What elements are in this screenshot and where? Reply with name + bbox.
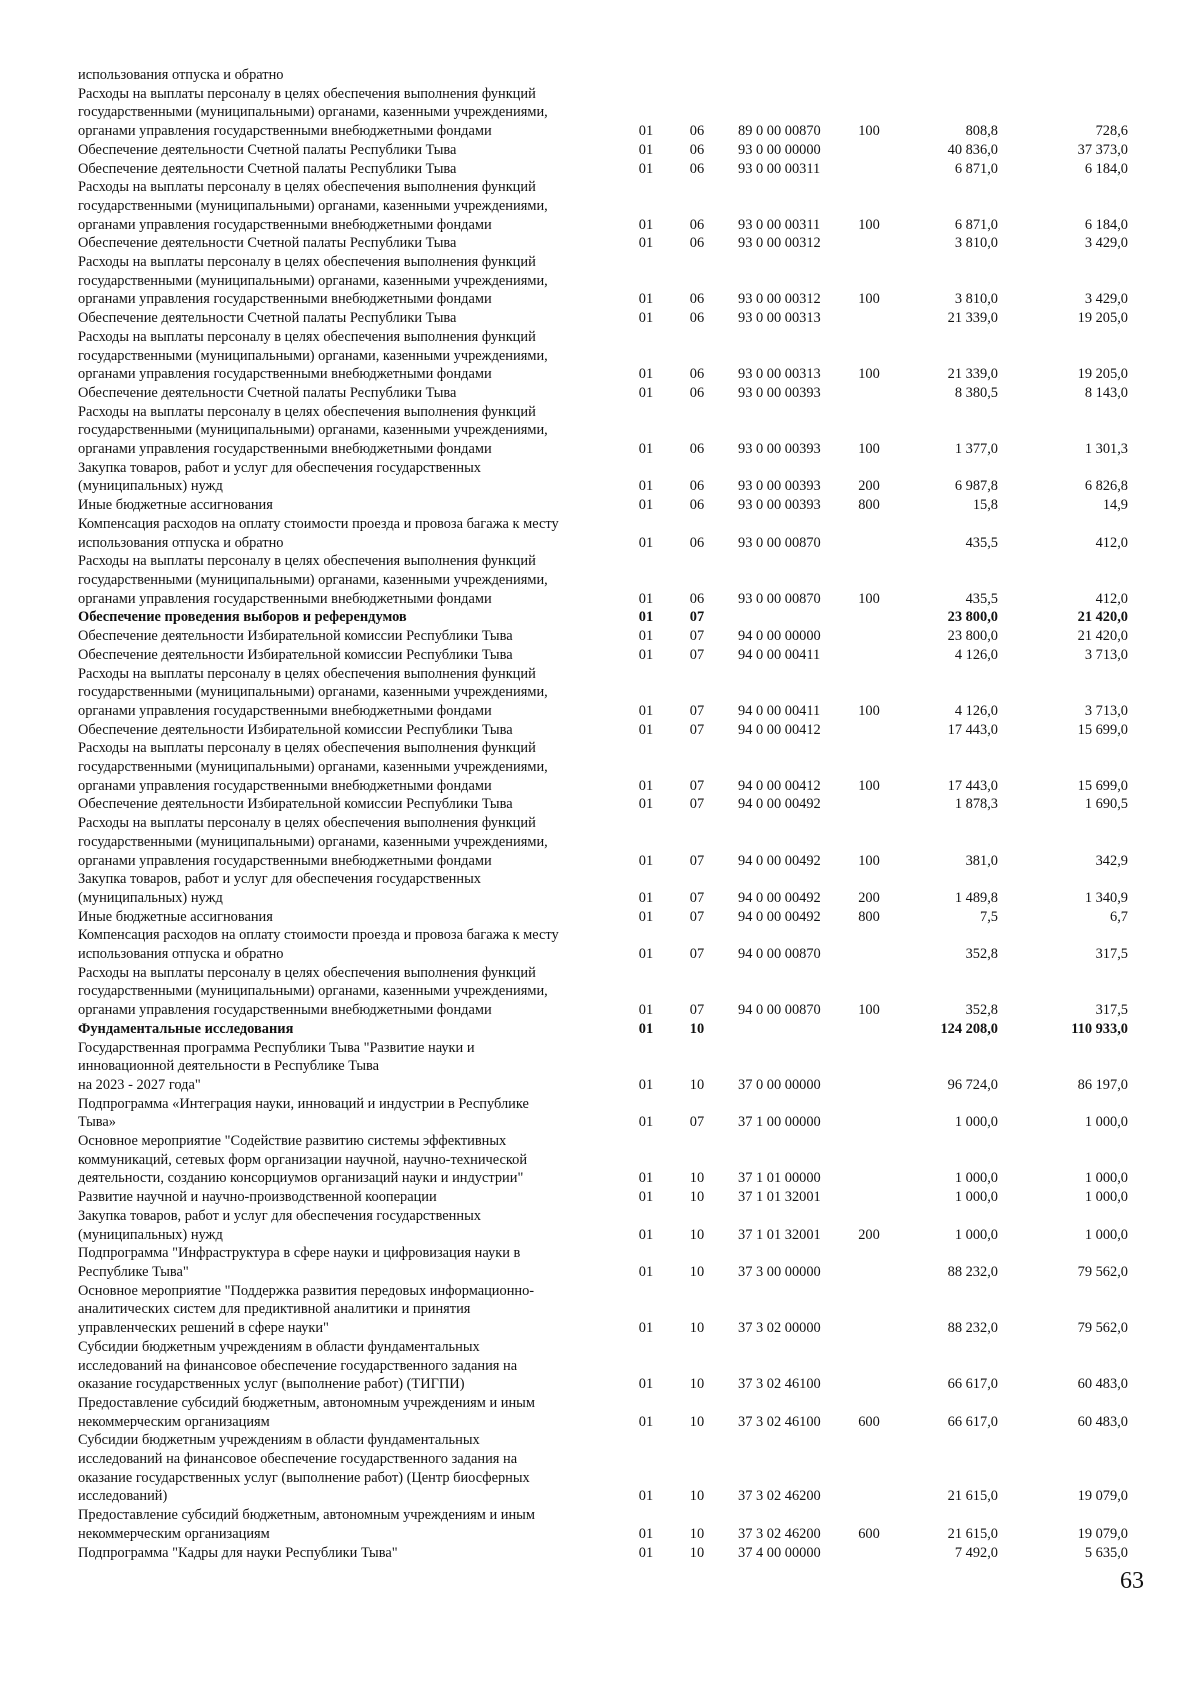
expense-type-code: 800 xyxy=(858,908,880,925)
target-article-code: 37 3 00 00000 xyxy=(738,1264,821,1280)
amount-year-2: 6 184,0 xyxy=(1084,160,1128,177)
expense-type-code: 100 xyxy=(858,216,880,233)
subsection-code: 10 xyxy=(689,1020,705,1037)
amount-year-1: 17 443,0 xyxy=(947,721,998,738)
target-article-code: 37 1 00 00000 xyxy=(738,1114,821,1131)
table-row xyxy=(78,1020,1138,1039)
target-article-code: 37 3 02 00000 xyxy=(738,1320,821,1337)
amount-year-2: 60 483,0 xyxy=(1077,1376,1128,1393)
row-name: Расходы на выплаты персоналу в целях обеспечения выполнения функций государственными (муниципальными) органами, казенными учреждениями, органами управления государственными внебюджетными фондами xyxy=(78,964,548,1019)
amount-year-1: 124 208,0 xyxy=(940,1020,998,1037)
section-code: 01 xyxy=(638,852,654,869)
subsection-code: 06 xyxy=(689,478,705,495)
table-row xyxy=(78,1244,1138,1281)
row-name: Обеспечение деятельности Счетной палаты Республики Тыва xyxy=(78,384,457,401)
subsection-code: 07 xyxy=(689,721,705,738)
section-code: 01 xyxy=(638,160,654,177)
expense-type-code: 100 xyxy=(858,123,880,140)
subsection-code: 06 xyxy=(689,160,705,177)
target-article-code: 93 0 00 00393 xyxy=(738,497,821,514)
amount-year-2: 5 635,0 xyxy=(1084,1544,1128,1561)
section-code: 01 xyxy=(638,777,654,794)
row-name: Расходы на выплаты персоналу в целях обеспечения выполнения функций государственными (муниципальными) органами, казенными учреждениями, органами управления государственными внебюджетными фондами xyxy=(78,665,548,719)
target-article-code: 37 3 02 46100 xyxy=(738,1413,821,1430)
section-code: 01 xyxy=(638,310,654,327)
row-name: Расходы на выплаты персоналу в целях обеспечения выполнения функций государственными (муниципальными) органами, казенными учреждениями, органами управления государственными внебюджетными фондами xyxy=(78,553,548,607)
amount-year-2: 1 340,9 xyxy=(1084,889,1128,906)
expense-type-code: 100 xyxy=(858,291,880,308)
amount-year-2: 728,6 xyxy=(1095,123,1128,140)
subsection-code: 07 xyxy=(689,796,705,813)
target-article-code: 94 0 00 00870 xyxy=(738,1002,821,1019)
subsection-code: 10 xyxy=(689,1076,705,1093)
amount-year-2: 6 826,8 xyxy=(1084,478,1128,495)
amount-year-2: 317,5 xyxy=(1095,1002,1128,1019)
amount-year-1: 6 987,8 xyxy=(954,478,998,495)
table-row xyxy=(78,665,1138,721)
amount-year-2: 3 713,0 xyxy=(1084,646,1128,663)
table-row xyxy=(78,795,1138,814)
section-code: 01 xyxy=(638,384,654,401)
amount-year-1: 1 000,0 xyxy=(954,1226,998,1243)
expense-type-code: 100 xyxy=(858,590,880,607)
target-article-code: 37 1 01 32001 xyxy=(738,1189,821,1206)
table-row xyxy=(78,328,1138,384)
amount-year-2: 342,9 xyxy=(1095,852,1128,869)
section-code: 01 xyxy=(638,141,654,158)
row-name: Расходы на выплаты персоналу в целях обеспечения выполнения функций государственными (муниципальными) органами, казенными учреждениями, органами управления государственными внебюджетными фондами xyxy=(78,740,548,794)
table-row xyxy=(78,608,1138,627)
amount-year-1: 352,8 xyxy=(965,946,998,963)
section-code: 01 xyxy=(638,1002,654,1019)
section-code: 01 xyxy=(638,1114,654,1131)
amount-year-1: 1 377,0 xyxy=(954,441,998,458)
section-code: 01 xyxy=(638,908,654,925)
subsection-code: 06 xyxy=(689,310,705,327)
subsection-code: 06 xyxy=(689,366,705,383)
target-article-code: 37 4 00 00000 xyxy=(738,1544,821,1561)
section-code: 01 xyxy=(638,534,654,551)
table-row xyxy=(78,66,1138,85)
row-name: Субсидии бюджетным учреждениям в области фундаментальных исследований на финансовое обеспечение государственного задания на оказание государственных услуг (выполнение работ) (ТИГПИ) xyxy=(78,1338,518,1393)
amount-year-1: 381,0 xyxy=(965,852,998,869)
row-name: Закупка товаров, работ и услуг для обеспечения государственных (муниципальных) нужд xyxy=(78,871,481,906)
target-article-code: 37 3 02 46200 xyxy=(738,1525,821,1542)
row-name: Государственная программа Республики Тыва "Развитие науки и инновационной деятельности в Республике Тыва на 2023 - 2027 года" xyxy=(78,1039,475,1093)
row-name: Обеспечение деятельности Счетной палаты Республики Тыва xyxy=(78,141,457,158)
amount-year-2: 19 205,0 xyxy=(1077,366,1128,383)
table-row xyxy=(78,1039,1138,1095)
subsection-code: 07 xyxy=(689,609,705,626)
subsection-code: 06 xyxy=(689,497,705,514)
section-code: 01 xyxy=(638,721,654,738)
section-code: 01 xyxy=(638,1525,654,1542)
amount-year-1: 6 871,0 xyxy=(954,160,998,177)
row-name: Закупка товаров, работ и услуг для обеспечения государственных (муниципальных) нужд xyxy=(78,1207,481,1243)
amount-year-1: 7 492,0 xyxy=(954,1544,998,1561)
amount-year-1: 66 617,0 xyxy=(947,1413,998,1430)
table-row xyxy=(78,515,1138,552)
amount-year-2: 15 699,0 xyxy=(1077,721,1128,738)
row-name: Расходы на выплаты персоналу в целях обеспечения выполнения функций государственными (муниципальными) органами, казенными учреждениями, органами управления государственными внебюджетными фондами xyxy=(78,403,548,458)
amount-year-2: 3 713,0 xyxy=(1084,702,1128,719)
row-name: Субсидии бюджетным учреждениям в области фундаментальных исследований на финансовое обеспечение государственного задания на оказание государственных услуг (выполнение работ) (Центр биосферных исследований) xyxy=(78,1432,530,1505)
expense-type-code: 800 xyxy=(858,497,880,514)
row-name: Обеспечение деятельности Избирательной комиссии Республики Тыва xyxy=(78,628,513,645)
subsection-code: 07 xyxy=(689,702,705,719)
page-number: 63 xyxy=(1120,1568,1144,1594)
amount-year-2: 19 205,0 xyxy=(1077,310,1128,327)
amount-year-1: 23 800,0 xyxy=(947,609,998,626)
subsection-code: 10 xyxy=(689,1226,705,1243)
amount-year-1: 3 810,0 xyxy=(954,235,998,252)
target-article-code: 93 0 00 00312 xyxy=(738,291,821,308)
subsection-code: 07 xyxy=(689,1114,705,1131)
table-row xyxy=(78,1207,1138,1244)
table-row xyxy=(78,459,1138,496)
subsection-code: 10 xyxy=(689,1488,705,1505)
section-code: 01 xyxy=(638,478,654,495)
amount-year-1: 435,5 xyxy=(965,590,998,607)
row-name: Основное мероприятие "Поддержка развития передовых информационно- аналитических систем для предиктивной аналитики и принятия управленческих решений в сфере науки" xyxy=(78,1282,535,1337)
amount-year-2: 19 079,0 xyxy=(1077,1488,1128,1505)
row-name: Расходы на выплаты персоналу в целях обеспечения выполнения функций государственными (муниципальными) органами, казенными учреждениями, органами управления государственными внебюджетными фондами xyxy=(78,179,548,233)
row-name: Расходы на выплаты персоналу в целях обеспечения выполнения функций государственными (муниципальными) органами, казенными учреждениями, органами управления государственными внебюджетными фондами xyxy=(78,328,548,383)
row-name: Развитие научной и научно-производственной кооперации xyxy=(78,1189,437,1206)
table-row xyxy=(78,85,1138,141)
row-name: Обеспечение деятельности Счетной палаты Республики Тыва xyxy=(78,235,457,252)
section-code: 01 xyxy=(638,702,654,719)
amount-year-1: 1 000,0 xyxy=(954,1114,998,1131)
table-row xyxy=(78,1282,1138,1338)
section-code: 01 xyxy=(638,366,654,383)
row-name: использования отпуска и обратно xyxy=(78,67,284,83)
target-article-code: 89 0 00 00870 xyxy=(738,123,821,140)
amount-year-2: 1 000,0 xyxy=(1084,1189,1128,1206)
target-article-code: 94 0 00 00492 xyxy=(738,852,821,869)
section-code: 01 xyxy=(638,1226,654,1243)
target-article-code: 94 0 00 00412 xyxy=(738,721,821,738)
table-row xyxy=(78,496,1138,515)
subsection-code: 07 xyxy=(689,646,705,663)
target-article-code: 37 1 01 32001 xyxy=(738,1226,821,1243)
subsection-code: 06 xyxy=(689,216,705,233)
amount-year-1: 40 836,0 xyxy=(947,141,998,158)
amount-year-1: 15,8 xyxy=(972,497,998,514)
section-code: 01 xyxy=(638,216,654,233)
amount-year-1: 88 232,0 xyxy=(947,1320,998,1337)
row-name: Компенсация расходов на оплату стоимости проезда и провоза багажа к месту использования отпуска и обратно xyxy=(78,515,559,551)
amount-year-2: 6,7 xyxy=(1110,908,1128,925)
row-name: Фундаментальные исследования xyxy=(78,1020,294,1037)
target-article-code: 93 0 00 00313 xyxy=(738,366,821,383)
section-code: 01 xyxy=(638,889,654,906)
section-code: 01 xyxy=(638,1264,654,1280)
table-row xyxy=(78,646,1138,665)
target-article-code: 94 0 00 00000 xyxy=(738,628,821,645)
amount-year-2: 79 562,0 xyxy=(1077,1320,1128,1337)
row-name: Расходы на выплаты персоналу в целях обеспечения выполнения функций государственными (муниципальными) органами, казенными учреждениями, органами управления государственными внебюджетными фондами xyxy=(78,254,548,308)
section-code: 01 xyxy=(638,123,654,140)
table-row xyxy=(78,627,1138,646)
amount-year-1: 8 380,5 xyxy=(954,384,998,401)
table-row xyxy=(78,160,1138,179)
target-article-code: 94 0 00 00411 xyxy=(738,646,821,663)
target-article-code: 93 0 00 00311 xyxy=(738,216,821,233)
row-name: Подпрограмма «Интеграция науки, инноваций и индустрии в Республике Тыва» xyxy=(78,1095,529,1131)
row-name: Закупка товаров, работ и услуг для обеспечения государственных (муниципальных) нужд xyxy=(78,459,481,495)
row-name: Обеспечение деятельности Счетной палаты Республики Тыва xyxy=(78,310,457,327)
section-code: 01 xyxy=(638,1076,654,1093)
target-article-code: 93 0 00 00000 xyxy=(738,141,821,158)
table-row xyxy=(78,1544,1138,1563)
subsection-code: 07 xyxy=(689,852,705,869)
target-article-code: 93 0 00 00393 xyxy=(738,384,821,401)
row-name: Компенсация расходов на оплату стоимости проезда и провоза багажа к месту использования отпуска и обратно xyxy=(78,927,559,963)
table-row xyxy=(78,1431,1138,1506)
amount-year-1: 21 339,0 xyxy=(947,310,998,327)
amount-year-1: 1 489,8 xyxy=(954,889,998,906)
amount-year-1: 3 810,0 xyxy=(954,291,998,308)
row-name: Основное мероприятие "Содействие развитию системы эффективных коммуникаций, сетевых форм организации научной, научно-технической деятельности, созданию консорциумов организаций науки и индустрии" xyxy=(78,1133,528,1187)
expense-type-code: 200 xyxy=(858,1226,880,1243)
amount-year-2: 86 197,0 xyxy=(1077,1076,1128,1093)
target-article-code: 93 0 00 00313 xyxy=(738,310,821,327)
table-row xyxy=(78,384,1138,403)
section-code: 01 xyxy=(638,796,654,813)
section-code: 01 xyxy=(638,628,654,645)
amount-year-1: 4 126,0 xyxy=(954,646,998,663)
row-name: Расходы на выплаты персоналу в целях обеспечения выполнения функций государственными (муниципальными) органами, казенными учреждениями, органами управления государственными внебюджетными фондами xyxy=(78,815,548,869)
row-name: Обеспечение деятельности Счетной палаты Республики Тыва xyxy=(78,160,457,177)
amount-year-2: 14,9 xyxy=(1102,497,1128,514)
section-code: 01 xyxy=(638,291,654,308)
amount-year-2: 3 429,0 xyxy=(1084,235,1128,252)
table-row xyxy=(78,1506,1138,1543)
amount-year-1: 7,5 xyxy=(980,908,998,925)
target-article-code: 93 0 00 00870 xyxy=(738,590,821,607)
amount-year-2: 412,0 xyxy=(1095,534,1128,551)
row-name: Подпрограмма "Кадры для науки Республики Тыва" xyxy=(78,1544,398,1561)
subsection-code: 06 xyxy=(689,235,705,252)
section-code: 01 xyxy=(638,1413,654,1430)
amount-year-1: 66 617,0 xyxy=(947,1376,998,1393)
subsection-code: 06 xyxy=(689,291,705,308)
amount-year-1: 352,8 xyxy=(965,1002,998,1019)
table-row xyxy=(78,1188,1138,1207)
target-article-code: 93 0 00 00393 xyxy=(738,441,821,458)
amount-year-1: 6 871,0 xyxy=(954,216,998,233)
table-row xyxy=(78,1394,1138,1431)
table-row xyxy=(78,908,1138,927)
target-article-code: 94 0 00 00492 xyxy=(738,908,821,925)
amount-year-1: 17 443,0 xyxy=(947,777,998,794)
section-code: 01 xyxy=(638,609,654,626)
subsection-code: 07 xyxy=(689,628,705,645)
amount-year-1: 96 724,0 xyxy=(947,1076,998,1093)
amount-year-2: 8 143,0 xyxy=(1084,384,1128,401)
row-name: Расходы на выплаты персоналу в целях обеспечения выполнения функций государственными (муниципальными) органами, казенными учреждениями, органами управления государственными внебюджетными фондами xyxy=(78,85,548,140)
subsection-code: 10 xyxy=(689,1189,705,1206)
table-row xyxy=(78,253,1138,309)
expense-type-code: 600 xyxy=(858,1413,880,1430)
amount-year-2: 15 699,0 xyxy=(1077,777,1128,794)
amount-year-1: 21 615,0 xyxy=(947,1525,998,1542)
amount-year-2: 1 301,3 xyxy=(1084,441,1128,458)
amount-year-2: 412,0 xyxy=(1095,590,1128,607)
section-code: 01 xyxy=(638,1376,654,1393)
expense-type-code: 100 xyxy=(858,702,880,719)
section-code: 01 xyxy=(638,646,654,663)
table-row xyxy=(78,721,1138,740)
target-article-code: 37 3 02 46100 xyxy=(738,1376,821,1393)
target-article-code: 93 0 00 00870 xyxy=(738,534,821,551)
amount-year-2: 110 933,0 xyxy=(1071,1020,1128,1037)
section-code: 01 xyxy=(638,1544,654,1561)
amount-year-1: 23 800,0 xyxy=(947,628,998,645)
table-row xyxy=(78,926,1138,963)
amount-year-2: 21 420,0 xyxy=(1077,628,1128,645)
target-article-code: 93 0 00 00393 xyxy=(738,478,821,495)
row-name: Обеспечение деятельности Избирательной комиссии Республики Тыва xyxy=(78,721,513,738)
amount-year-2: 60 483,0 xyxy=(1077,1413,1128,1430)
row-name: Обеспечение деятельности Избирательной комиссии Республики Тыва xyxy=(78,646,513,663)
table-row xyxy=(78,178,1138,234)
target-article-code: 93 0 00 00312 xyxy=(738,235,821,252)
subsection-code: 06 xyxy=(689,123,705,140)
subsection-code: 07 xyxy=(689,777,705,794)
subsection-code: 06 xyxy=(689,441,705,458)
subsection-code: 06 xyxy=(689,141,705,158)
section-code: 01 xyxy=(638,590,654,607)
amount-year-2: 317,5 xyxy=(1095,946,1128,963)
target-article-code: 94 0 00 00411 xyxy=(738,702,821,719)
section-code: 01 xyxy=(638,1488,654,1505)
target-article-code: 94 0 00 00492 xyxy=(738,796,821,813)
subsection-code: 10 xyxy=(689,1525,705,1542)
subsection-code: 07 xyxy=(689,908,705,925)
target-article-code: 94 0 00 00412 xyxy=(738,777,821,794)
table-row xyxy=(78,234,1138,253)
target-article-code: 37 3 02 46200 xyxy=(738,1488,821,1505)
amount-year-2: 37 373,0 xyxy=(1077,141,1128,158)
target-article-code: 94 0 00 00870 xyxy=(738,946,821,963)
subsection-code: 06 xyxy=(689,534,705,551)
subsection-code: 10 xyxy=(689,1170,705,1187)
amount-year-2: 79 562,0 xyxy=(1077,1264,1128,1280)
table-row xyxy=(78,964,1138,1020)
amount-year-1: 21 615,0 xyxy=(947,1488,998,1505)
row-name: Подпрограмма "Инфраструктура в сфере науки и цифровизация науки в Республике Тыва" xyxy=(78,1245,521,1280)
target-article-code: 94 0 00 00492 xyxy=(738,889,821,906)
section-code: 01 xyxy=(638,1189,654,1206)
amount-year-1: 808,8 xyxy=(965,123,998,140)
row-name: Иные бюджетные ассигнования xyxy=(78,908,273,925)
section-code: 01 xyxy=(638,441,654,458)
subsection-code: 07 xyxy=(689,946,705,963)
table-row xyxy=(78,309,1138,328)
amount-year-2: 3 429,0 xyxy=(1084,291,1128,308)
section-code: 01 xyxy=(638,497,654,514)
table-row xyxy=(78,1132,1138,1188)
section-code: 01 xyxy=(638,235,654,252)
amount-year-2: 1 000,0 xyxy=(1084,1170,1128,1187)
target-article-code: 37 1 01 00000 xyxy=(738,1170,821,1187)
table-row xyxy=(78,814,1138,870)
amount-year-1: 1 878,3 xyxy=(954,796,998,813)
amount-year-1: 21 339,0 xyxy=(947,366,998,383)
expense-type-code: 200 xyxy=(858,889,880,906)
table-row xyxy=(78,141,1138,160)
target-article-code: 37 0 00 00000 xyxy=(738,1076,821,1093)
subsection-code: 06 xyxy=(689,590,705,607)
table-row xyxy=(78,1338,1138,1394)
row-name: Предоставление субсидий бюджетным, автономным учреждениям и иным некоммерческим организациям xyxy=(78,1507,535,1542)
subsection-code: 10 xyxy=(689,1264,705,1280)
expense-type-code: 100 xyxy=(858,1002,880,1019)
amount-year-1: 4 126,0 xyxy=(954,702,998,719)
subsection-code: 07 xyxy=(689,889,705,906)
budget-table xyxy=(78,66,1138,1562)
subsection-code: 07 xyxy=(689,1002,705,1019)
subsection-code: 06 xyxy=(689,384,705,401)
table-row xyxy=(78,739,1138,795)
amount-year-2: 1 690,5 xyxy=(1084,796,1128,813)
subsection-code: 10 xyxy=(689,1544,705,1561)
amount-year-1: 435,5 xyxy=(965,534,998,551)
expense-type-code: 200 xyxy=(858,478,880,495)
expense-type-code: 100 xyxy=(858,441,880,458)
section-code: 01 xyxy=(638,1170,654,1187)
section-code: 01 xyxy=(638,946,654,963)
subsection-code: 10 xyxy=(689,1413,705,1430)
table-row xyxy=(78,552,1138,608)
amount-year-2: 1 000,0 xyxy=(1084,1226,1128,1243)
amount-year-2: 6 184,0 xyxy=(1084,216,1128,233)
table-row xyxy=(78,870,1138,907)
subsection-code: 10 xyxy=(689,1376,705,1393)
amount-year-2: 21 420,0 xyxy=(1077,609,1128,626)
section-code: 01 xyxy=(638,1320,654,1337)
expense-type-code: 100 xyxy=(858,852,880,869)
amount-year-1: 1 000,0 xyxy=(954,1189,998,1206)
section-code: 01 xyxy=(638,1020,654,1037)
amount-year-1: 88 232,0 xyxy=(947,1264,998,1280)
target-article-code: 93 0 00 00311 xyxy=(738,160,821,177)
expense-type-code: 100 xyxy=(858,366,880,383)
expense-type-code: 100 xyxy=(858,777,880,794)
amount-year-1: 1 000,0 xyxy=(954,1170,998,1187)
expense-type-code: 600 xyxy=(858,1525,880,1542)
table-row xyxy=(78,403,1138,459)
table-row xyxy=(78,1095,1138,1132)
amount-year-2: 19 079,0 xyxy=(1077,1525,1128,1542)
row-name: Предоставление субсидий бюджетным, автономным учреждениям и иным некоммерческим организациям xyxy=(78,1394,535,1430)
subsection-code: 10 xyxy=(689,1320,705,1337)
row-name: Иные бюджетные ассигнования xyxy=(78,497,273,514)
amount-year-2: 1 000,0 xyxy=(1084,1114,1128,1131)
row-name: Обеспечение проведения выборов и референдумов xyxy=(78,609,407,626)
row-name: Обеспечение деятельности Избирательной комиссии Республики Тыва xyxy=(78,796,513,813)
